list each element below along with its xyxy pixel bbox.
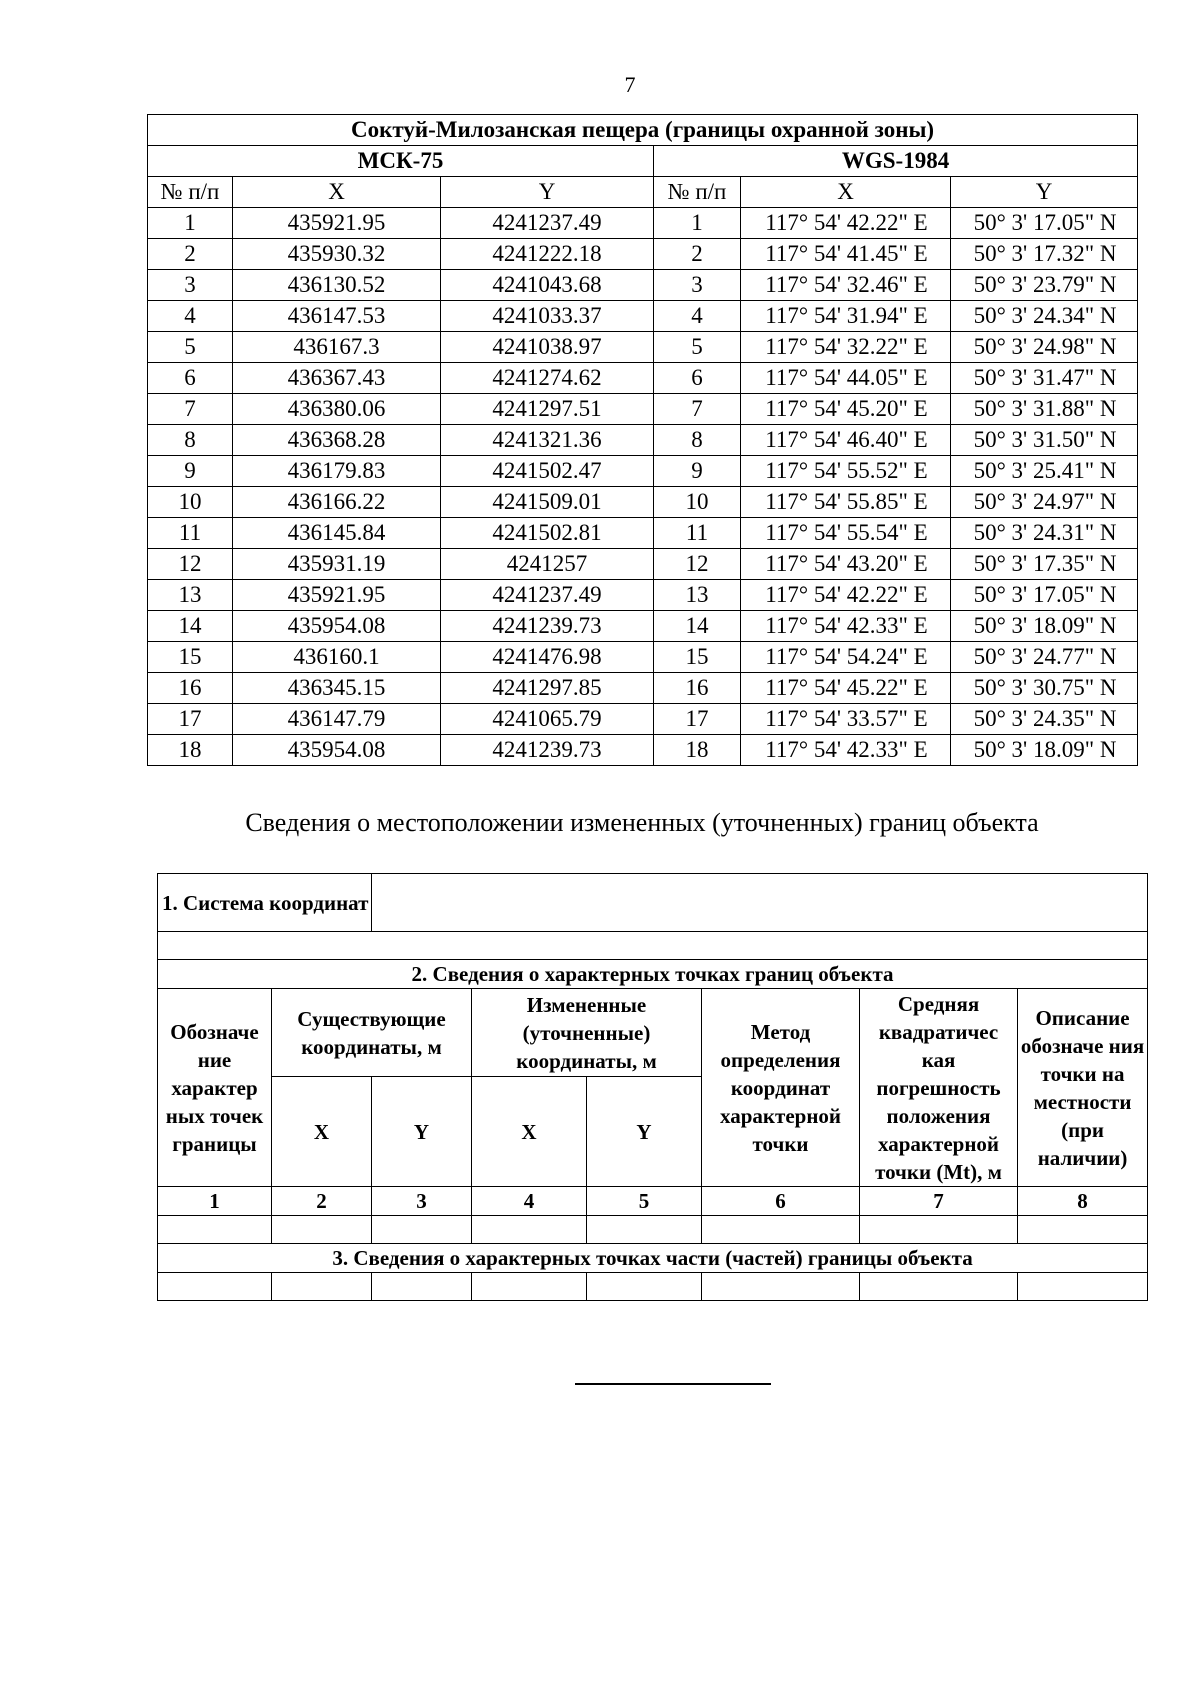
table-row — [148, 332, 1138, 363]
table-cell: 50° 3' 25.41" N — [951, 456, 1138, 487]
table-cell: 50° 3' 24.34" N — [951, 301, 1138, 332]
table-cell: 117° 54' 45.22" E — [741, 673, 951, 704]
table-cell: 2 — [654, 239, 741, 270]
table-row — [148, 394, 1138, 425]
empty-cell — [587, 1216, 702, 1244]
table-row — [148, 611, 1138, 642]
table-cell: 117° 54' 32.46" E — [741, 270, 951, 301]
table-cell: 4241502.47 — [441, 456, 654, 487]
table-cell: 436147.79 — [233, 704, 441, 735]
table-cell: 117° 54' 54.24" E — [741, 642, 951, 673]
table-cell: 11 — [654, 518, 741, 549]
table-cell: 5 — [654, 332, 741, 363]
table-cell: 50° 3' 24.35" N — [951, 704, 1138, 735]
section2-title: 2. Сведения о характерных точках границ объекта — [158, 960, 1148, 989]
column-header: X — [741, 177, 951, 208]
table-cell: 436160.1 — [233, 642, 441, 673]
table-cell: 117° 54' 41.45" E — [741, 239, 951, 270]
table-cell: 50° 3' 24.97" N — [951, 487, 1138, 518]
table-cell: 435921.95 — [233, 580, 441, 611]
system-wgs84-header: WGS-1984 — [654, 146, 1138, 177]
table-cell: 50° 3' 17.05" N — [951, 580, 1138, 611]
table-cell: 4 — [654, 301, 741, 332]
table-cell: 436166.22 — [233, 487, 441, 518]
table-cell: 436130.52 — [233, 270, 441, 301]
boundary-table — [157, 873, 1148, 1301]
table-cell: 16 — [654, 673, 741, 704]
table-row — [148, 487, 1138, 518]
table-cell: 6 — [654, 363, 741, 394]
empty-cell — [587, 1273, 702, 1301]
empty-data-row — [158, 1273, 1148, 1301]
table-cell: 14 — [148, 611, 233, 642]
table-cell: 435954.08 — [233, 735, 441, 766]
sub-header-y: Y — [587, 1077, 702, 1187]
table-cell: 6 — [148, 363, 233, 394]
table-cell: 3 — [654, 270, 741, 301]
table-cell: 117° 54' 42.22" E — [741, 208, 951, 239]
column-number: 3 — [372, 1187, 472, 1216]
table-cell: 50° 3' 24.77" N — [951, 642, 1138, 673]
empty-cell — [860, 1273, 1018, 1301]
col-description: Описание обозначе ния точки на местности (при наличии) — [1018, 989, 1148, 1187]
table-cell: 9 — [148, 456, 233, 487]
column-number: 8 — [1018, 1187, 1148, 1216]
table-row — [148, 363, 1138, 394]
table-cell: 50° 3' 18.09" N — [951, 735, 1138, 766]
table-cell: 4241237.49 — [441, 580, 654, 611]
table-row — [148, 270, 1138, 301]
column-header: Y — [441, 177, 654, 208]
col-method: Метод определения координат характерной точки — [702, 989, 860, 1187]
section3-title: 3. Сведения о характерных точках части (частей) границы объекта — [158, 1244, 1148, 1273]
column-header: № п/п — [148, 177, 233, 208]
table-cell: 10 — [148, 487, 233, 518]
table-cell: 117° 54' 46.40" E — [741, 425, 951, 456]
table-cell: 436145.84 — [233, 518, 441, 549]
table-cell: 117° 54' 55.52" E — [741, 456, 951, 487]
sub-header-y: Y — [372, 1077, 472, 1187]
table-cell: 117° 54' 33.57" E — [741, 704, 951, 735]
table-cell: 12 — [654, 549, 741, 580]
table-cell: 17 — [654, 704, 741, 735]
empty-cell — [860, 1216, 1018, 1244]
table-row — [148, 425, 1138, 456]
table-row — [148, 704, 1138, 735]
sub-header-x: X — [472, 1077, 587, 1187]
table-cell: 4241257 — [441, 549, 654, 580]
column-header: № п/п — [654, 177, 741, 208]
column-number: 2 — [272, 1187, 372, 1216]
table-cell: 436368.28 — [233, 425, 441, 456]
table-cell: 4241274.62 — [441, 363, 654, 394]
table-cell: 435931.19 — [233, 549, 441, 580]
table-cell: 15 — [148, 642, 233, 673]
table-cell: 9 — [654, 456, 741, 487]
table-row — [148, 549, 1138, 580]
column-header-row — [148, 177, 1138, 208]
table-cell: 117° 54' 55.85" E — [741, 487, 951, 518]
table-cell: 17 — [148, 704, 233, 735]
sub-header-x: X — [272, 1077, 372, 1187]
table-cell: 18 — [654, 735, 741, 766]
col-point-designation: Обозначе ние характер ных точек границы — [158, 989, 272, 1187]
table-cell: 4241033.37 — [441, 301, 654, 332]
table-cell: 436147.53 — [233, 301, 441, 332]
table-cell: 50° 3' 23.79" N — [951, 270, 1138, 301]
empty-cell — [272, 1216, 372, 1244]
table-cell: 50° 3' 31.50" N — [951, 425, 1138, 456]
table-cell: 4241038.97 — [441, 332, 654, 363]
empty-cell — [372, 1273, 472, 1301]
table-cell: 4241502.81 — [441, 518, 654, 549]
table-cell: 4241509.01 — [441, 487, 654, 518]
table-cell: 10 — [654, 487, 741, 518]
table-cell: 117° 54' 31.94" E — [741, 301, 951, 332]
table-cell: 117° 54' 32.22" E — [741, 332, 951, 363]
table-cell: 117° 54' 42.33" E — [741, 735, 951, 766]
column-number: 6 — [702, 1187, 860, 1216]
table-cell: 12 — [148, 549, 233, 580]
coord-system-label: 1. Система координат — [158, 874, 372, 932]
table-cell: 117° 54' 42.33" E — [741, 611, 951, 642]
empty-cell — [702, 1273, 860, 1301]
table-cell: 50° 3' 17.32" N — [951, 239, 1138, 270]
column-number: 7 — [860, 1187, 1018, 1216]
table-row — [148, 580, 1138, 611]
table-cell: 13 — [654, 580, 741, 611]
table-row — [148, 735, 1138, 766]
empty-cell — [372, 1216, 472, 1244]
section-heading: Сведения о местоположении измененных (уточненных) границ объекта — [245, 808, 1039, 837]
table-row — [148, 642, 1138, 673]
table-cell: 3 — [148, 270, 233, 301]
empty-cell — [1018, 1273, 1148, 1301]
column-number: 4 — [472, 1187, 587, 1216]
table-cell: 4 — [148, 301, 233, 332]
empty-row — [158, 932, 1148, 960]
table-cell: 4241237.49 — [441, 208, 654, 239]
table-cell: 5 — [148, 332, 233, 363]
table-cell: 4241065.79 — [441, 704, 654, 735]
table-cell: 16 — [148, 673, 233, 704]
column-number-row — [158, 1187, 1148, 1216]
table-cell: 436367.43 — [233, 363, 441, 394]
table-cell: 13 — [148, 580, 233, 611]
table-cell: 7 — [654, 394, 741, 425]
table-cell: 117° 54' 42.22" E — [741, 580, 951, 611]
table-title: Соктуй-Милозанская пещера (границы охранной зоны) — [148, 115, 1138, 146]
page-number: 7 — [624, 72, 636, 97]
table-cell: 2 — [148, 239, 233, 270]
table-cell: 117° 54' 45.20" E — [741, 394, 951, 425]
table-row — [148, 456, 1138, 487]
table-cell: 435921.95 — [233, 208, 441, 239]
table-cell: 50° 3' 17.05" N — [951, 208, 1138, 239]
table-cell: 4241239.73 — [441, 735, 654, 766]
table-cell: 1 — [654, 208, 741, 239]
table-cell: 15 — [654, 642, 741, 673]
table-cell: 8 — [148, 425, 233, 456]
table-cell: 436179.83 — [233, 456, 441, 487]
table-row — [148, 518, 1138, 549]
table-cell: 50° 3' 17.35" N — [951, 549, 1138, 580]
table-cell: 4241239.73 — [441, 611, 654, 642]
table-cell: 1 — [148, 208, 233, 239]
table-cell: 435954.08 — [233, 611, 441, 642]
empty-cell — [158, 1216, 272, 1244]
empty-cell — [158, 1273, 272, 1301]
empty-cell — [702, 1216, 860, 1244]
table-cell: 436167.3 — [233, 332, 441, 363]
table-cell: 11 — [148, 518, 233, 549]
table-row — [148, 673, 1138, 704]
empty-data-row — [158, 1216, 1148, 1244]
table-cell: 4241476.98 — [441, 642, 654, 673]
table-row — [148, 239, 1138, 270]
col-existing-coords: Существующие координаты, м — [272, 989, 472, 1077]
empty-cell — [472, 1273, 587, 1301]
table-cell: 7 — [148, 394, 233, 425]
empty-cell — [1018, 1216, 1148, 1244]
column-number: 1 — [158, 1187, 272, 1216]
table-cell: 50° 3' 30.75" N — [951, 673, 1138, 704]
table-cell: 50° 3' 31.47" N — [951, 363, 1138, 394]
column-header: X — [233, 177, 441, 208]
coord-system-value — [372, 874, 1148, 932]
table-cell: 117° 54' 55.54" E — [741, 518, 951, 549]
col-error: Средняя квадратичес кая погрешность положения характерной точки (Mt), м — [860, 989, 1018, 1187]
table-cell: 436345.15 — [233, 673, 441, 704]
table-cell: 14 — [654, 611, 741, 642]
table-cell: 4241222.18 — [441, 239, 654, 270]
system-msk75-header: МСК-75 — [148, 146, 654, 177]
table-cell: 436380.06 — [233, 394, 441, 425]
table-cell: 4241297.51 — [441, 394, 654, 425]
table-row — [148, 301, 1138, 332]
empty-cell — [272, 1273, 372, 1301]
divider-line — [575, 1383, 771, 1385]
table-cell: 50° 3' 18.09" N — [951, 611, 1138, 642]
table-cell: 8 — [654, 425, 741, 456]
table-cell: 117° 54' 43.20" E — [741, 549, 951, 580]
table-cell: 4241043.68 — [441, 270, 654, 301]
table-cell: 50° 3' 31.88" N — [951, 394, 1138, 425]
table-cell: 4241321.36 — [441, 425, 654, 456]
table-cell: 50° 3' 24.98" N — [951, 332, 1138, 363]
column-number: 5 — [587, 1187, 702, 1216]
col-changed-coords: Измененные (уточненные) координаты, м — [472, 989, 702, 1077]
table-row — [148, 208, 1138, 239]
table-cell: 117° 54' 44.05" E — [741, 363, 951, 394]
column-header: Y — [951, 177, 1138, 208]
table-cell: 18 — [148, 735, 233, 766]
empty-cell — [472, 1216, 587, 1244]
coordinates-table — [147, 114, 1138, 766]
table-cell: 435930.32 — [233, 239, 441, 270]
table-cell: 50° 3' 24.31" N — [951, 518, 1138, 549]
table-cell: 4241297.85 — [441, 673, 654, 704]
